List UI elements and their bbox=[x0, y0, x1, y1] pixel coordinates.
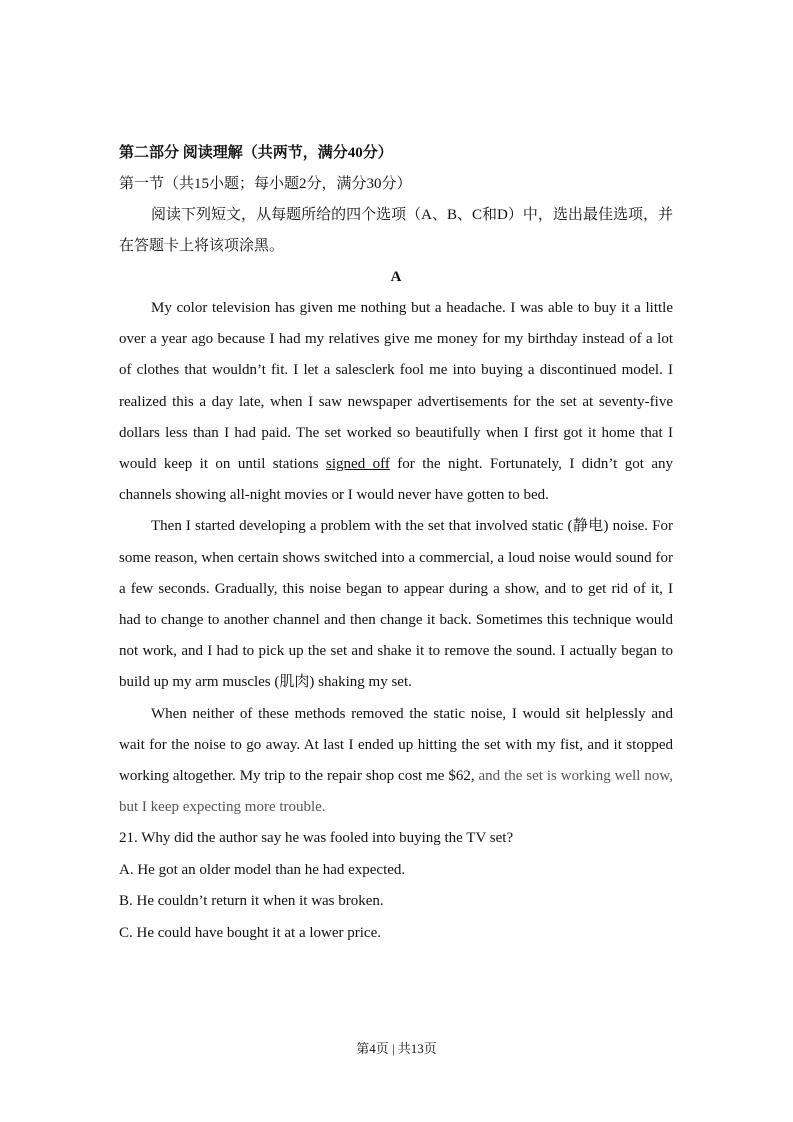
paragraph-3-text-end: and the set is working well now, but I keep expecting more trouble. bbox=[119, 768, 673, 816]
paragraph-3-text-start: When neither of these methods removed the static noise, I would sit helplessly and wait for the noise to go away. At last I ended up hitting the set with my fist, and it stopped working altogether. My trip to the repair shop cost me $62, bbox=[119, 705, 673, 785]
passage-paragraph-1 bbox=[119, 293, 673, 511]
paragraph-1-text-start: My color television has given me nothing but a headache. I was able to buy it a little over a year ago because I had my relatives give me money for my birthday instead of a lot of clothes that wouldn’t fit. I let a salesclerk fool me into buying a discontinued model. I realized this a day late, when I saw newspaper advertisements for the set at seventy-five dollars less than I had paid. The set worked so beautifully when I first got it home that I would keep it on until stations bbox=[119, 300, 673, 473]
question-21-option-b: B. He couldn’t return it when it was broken. bbox=[119, 893, 384, 910]
section-title: 第二部分 阅读理解（共两节，满分40分） bbox=[119, 145, 393, 161]
underlined-phrase: signed off bbox=[326, 456, 390, 473]
passage-paragraph-2: Then I started developing a problem with the set that involved static (静电) noise. For some reason, when certain shows switched into a commercial, a loud noise would sound for a few seconds. Gradually, this noise began to appear during a show, and to get rid of it, I had to change to another channel and then change it back. Sometimes this technique would not work, and I had to pick up the set and shake it to remove the sound. I actually began to build up my arm muscles (肌肉) shaking my set. bbox=[119, 518, 673, 691]
passage-label: A bbox=[390, 269, 402, 285]
paragraph-1-text-end: for the night. Fortunately, I didn’t got any channels showing all-night movies or I would never have gotten to bed. bbox=[119, 456, 673, 504]
page-footer: 第4页 | 共13页 bbox=[356, 1041, 437, 1056]
instruction-text: 阅读下列短文，从每题所给的四个选项（A、B、C和D）中，选出最佳选项，并在答题卡上将该项涂黑。 bbox=[119, 207, 673, 254]
passage-paragraph-3 bbox=[119, 699, 673, 824]
question-21-stem: 21. Why did the author say he was fooled into buying the TV set? bbox=[119, 830, 514, 847]
question-21-option-a: A. He got an older model than he had expected. bbox=[119, 861, 406, 878]
question-21-option-c: C. He could have bought it at a lower price. bbox=[119, 924, 382, 941]
section-subtitle: 第一节（共15小题；每小题2分，满分30分） bbox=[119, 176, 412, 192]
page-content bbox=[119, 138, 673, 949]
